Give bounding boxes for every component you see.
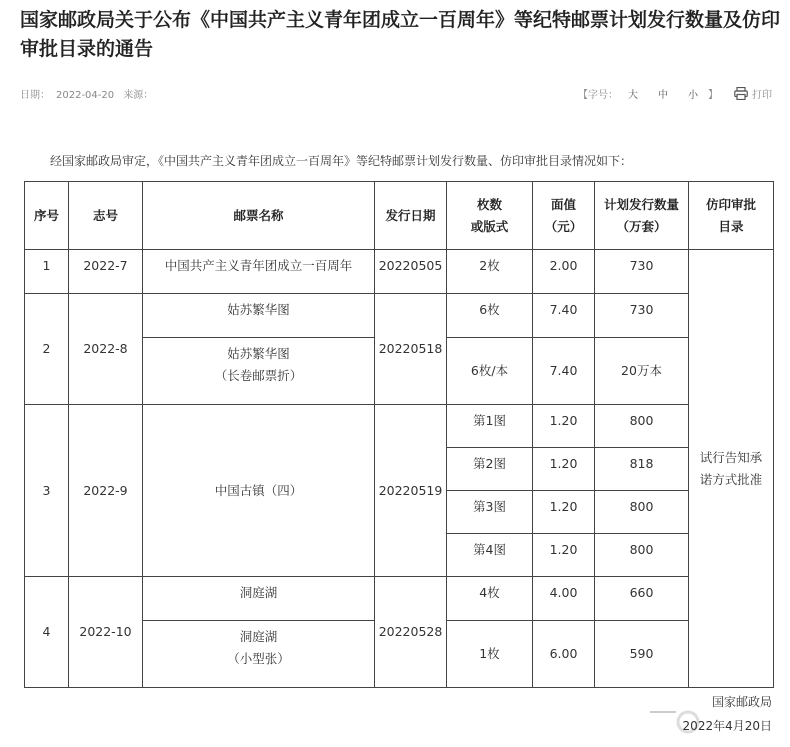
cell-code: 2022-9 <box>69 405 143 577</box>
cell-value: 1.20 <box>533 534 595 577</box>
cell-count: 第3图 <box>447 491 533 534</box>
table-row <box>25 577 774 621</box>
cell-value: 6.00 <box>533 621 595 688</box>
font-large-button[interactable]: 大 <box>628 90 638 101</box>
article-toolbar <box>578 86 772 101</box>
cell-seq: 2 <box>25 294 69 405</box>
table-row <box>25 294 774 338</box>
bracket-close: 】 <box>708 90 718 101</box>
header-row <box>25 182 774 250</box>
cell-qty: 800 <box>595 491 689 534</box>
cell-date: 20220518 <box>375 294 447 405</box>
approval-line2: 诺方式批准 <box>699 471 763 487</box>
header-qty-line1: 计划发行数量 <box>603 196 679 212</box>
cell-value: 4.00 <box>533 577 595 621</box>
cell-count: 1枚 <box>447 621 533 688</box>
header-value-line2: （元） <box>544 218 583 234</box>
cell-date: 20220519 <box>375 405 447 577</box>
cell-name: 中国共产主义青年团成立一百周年 <box>143 250 375 294</box>
cell-value: 1.20 <box>533 448 595 491</box>
cell-approval <box>689 250 774 688</box>
cell-qty: 730 <box>595 250 689 294</box>
cell-count: 4枚 <box>447 577 533 621</box>
cell-name <box>143 621 375 688</box>
header-approval-line1: 仿印审批 <box>705 196 756 212</box>
header-count-line1: 枚数 <box>476 196 502 212</box>
header-value-line1: 面值 <box>550 196 576 212</box>
name-line1: 姑苏繁华图 <box>227 346 290 361</box>
cell-code: 2022-10 <box>69 577 143 688</box>
header-value <box>533 182 595 250</box>
cell-value: 2.00 <box>533 250 595 294</box>
name-line2: （小型张） <box>227 651 290 666</box>
signature-date: 2022年4月20日 <box>682 719 772 733</box>
header-count <box>447 182 533 250</box>
header-qty-line2: （万套） <box>616 218 667 234</box>
article-title: 国家邮政局关于公布《中国共产主义青年团成立一百周年》等纪特邮票计划发行数量及仿印审批目录的通告 <box>20 9 781 60</box>
table-row <box>25 250 774 294</box>
print-button[interactable] <box>734 86 772 101</box>
cell-qty: 730 <box>595 294 689 338</box>
header-date: 发行日期 <box>375 182 447 250</box>
table-row <box>25 405 774 448</box>
cell-qty: 660 <box>595 577 689 621</box>
header-code: 志号 <box>69 182 143 250</box>
cell-count: 第1图 <box>447 405 533 448</box>
cell-seq: 1 <box>25 250 69 294</box>
font-small-button[interactable]: 小 <box>688 90 698 101</box>
cell-qty: 800 <box>595 405 689 448</box>
font-medium-button[interactable]: 中 <box>658 90 668 101</box>
source-label: 来源： <box>123 90 154 101</box>
print-label: 打印 <box>752 90 772 101</box>
cell-seq: 3 <box>25 405 69 577</box>
stamp-table <box>24 181 774 688</box>
name-line1: 洞庭湖 <box>239 629 278 644</box>
cell-name: 姑苏繁华图 <box>143 294 375 338</box>
cell-qty: 818 <box>595 448 689 491</box>
header-name: 邮票名称 <box>143 182 375 250</box>
cell-name: 洞庭湖 <box>143 577 375 621</box>
bracket-open: 【 <box>578 90 588 101</box>
cell-qty: 590 <box>595 621 689 688</box>
cell-value: 7.40 <box>533 338 595 405</box>
cell-count: 6枚/本 <box>447 338 533 405</box>
header-approval <box>689 182 774 250</box>
signature-org: 国家邮政局 <box>711 695 772 709</box>
intro-paragraph: 经国家邮政局审定，《中国共产主义青年团成立一百周年》等纪特邮票计划发行数量、仿印审批目录情况如下： <box>50 154 633 168</box>
cell-code: 2022-8 <box>69 294 143 405</box>
name-line2: （长卷邮票折） <box>214 368 303 383</box>
header-seq: 序号 <box>25 182 69 250</box>
publish-date: 2022-04-20 <box>56 90 115 101</box>
cell-count: 第4图 <box>447 534 533 577</box>
font-size-label: 字号： <box>588 90 618 101</box>
printer-icon <box>734 87 748 100</box>
cell-code: 2022-7 <box>69 250 143 294</box>
cell-value: 1.20 <box>533 405 595 448</box>
cell-qty: 800 <box>595 534 689 577</box>
header-qty <box>595 182 689 250</box>
cell-value: 7.40 <box>533 294 595 338</box>
cell-count: 6枚 <box>447 294 533 338</box>
header-count-line2: 或版式 <box>470 218 509 234</box>
cell-count: 2枚 <box>447 250 533 294</box>
cell-date: 20220505 <box>375 250 447 294</box>
header-approval-line2: 目录 <box>718 218 744 234</box>
cell-value: 1.20 <box>533 491 595 534</box>
cell-qty: 20万本 <box>595 338 689 405</box>
cell-count: 第2图 <box>447 448 533 491</box>
article-meta <box>20 86 159 101</box>
cell-seq: 4 <box>25 577 69 688</box>
cell-name <box>143 338 375 405</box>
approval-line1: 试行告知承 <box>699 449 763 465</box>
date-label: 日期： <box>20 90 50 101</box>
cell-date: 20220528 <box>375 577 447 688</box>
signature-block <box>683 690 772 738</box>
cell-name: 中国古镇（四） <box>143 405 375 577</box>
